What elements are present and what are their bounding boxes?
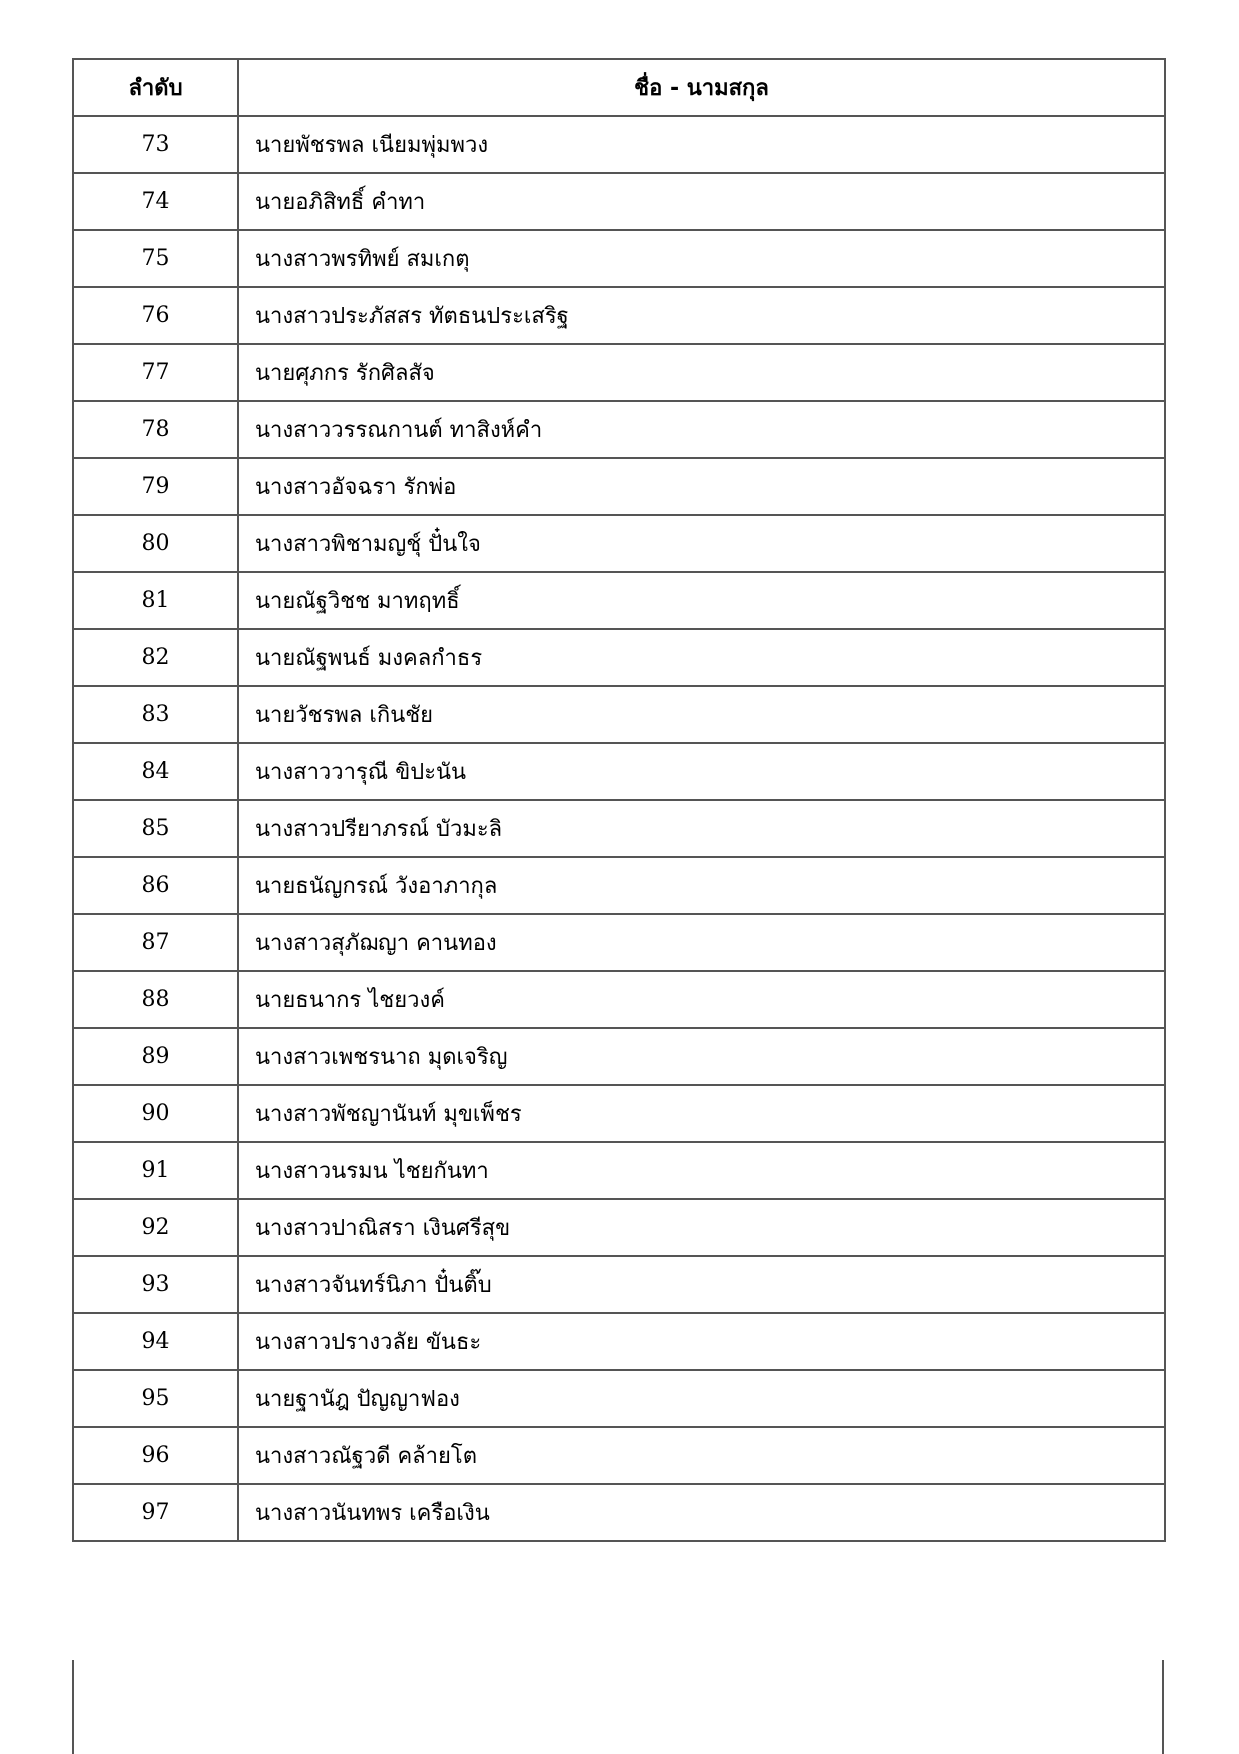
table-row: [73, 1085, 1165, 1142]
table-row: [73, 800, 1165, 857]
table-row: [73, 857, 1165, 914]
column-header-name: ชื่อ - นามสกุล: [238, 59, 1165, 116]
row-number: 96: [73, 1427, 238, 1484]
row-number: 84: [73, 743, 238, 800]
row-name: นายณัฐวิชช มาทฤทธิ์: [238, 572, 1165, 629]
row-name: นางสาวพรทิพย์ สมเกตุ: [238, 230, 1165, 287]
row-name: นายฐานัฎ ปัญญาฟอง: [238, 1370, 1165, 1427]
row-name: นางสาววารุณี ขิปะนัน: [238, 743, 1165, 800]
table-row: [73, 173, 1165, 230]
row-name: นางสาวปรางวลัย ขันธะ: [238, 1313, 1165, 1370]
row-number: 73: [73, 116, 238, 173]
row-name: นางสาวปรียาภรณ์ บัวมะลิ: [238, 800, 1165, 857]
table-row: [73, 401, 1165, 458]
row-number: 86: [73, 857, 238, 914]
row-number: 95: [73, 1370, 238, 1427]
row-number: 75: [73, 230, 238, 287]
table-row: [73, 971, 1165, 1028]
row-name: นายพัชรพล เนียมพุ่มพวง: [238, 116, 1165, 173]
table-row: [73, 287, 1165, 344]
table-row: [73, 914, 1165, 971]
table-row: [73, 1427, 1165, 1484]
header-row: [73, 59, 1165, 116]
table-row: [73, 458, 1165, 515]
row-name: นายวัชรพล เกินชัย: [238, 686, 1165, 743]
table-row: [73, 116, 1165, 173]
table-row: [73, 686, 1165, 743]
table-row: [73, 344, 1165, 401]
table-row: [73, 1484, 1165, 1541]
row-name: นางสาวเพชรนาถ มุดเจริญ: [238, 1028, 1165, 1085]
table-row: [73, 515, 1165, 572]
row-number: 93: [73, 1256, 238, 1313]
row-name: นางสาววรรณกานต์ ทาสิงห์คำ: [238, 401, 1165, 458]
row-name: นางสาวสุภัฌญา คานทอง: [238, 914, 1165, 971]
table-row: [73, 629, 1165, 686]
row-name: นายธนากร ไชยวงค์: [238, 971, 1165, 1028]
row-number: 78: [73, 401, 238, 458]
row-number: 82: [73, 629, 238, 686]
row-number: 85: [73, 800, 238, 857]
row-name: นายธนัญกรณ์ วังอาภากุล: [238, 857, 1165, 914]
row-number: 81: [73, 572, 238, 629]
row-name: นางสาวอัจฉรา รักพ่อ: [238, 458, 1165, 515]
row-name: นางสาวนันทพร เครือเงิน: [238, 1484, 1165, 1541]
row-number: 74: [73, 173, 238, 230]
row-number: 97: [73, 1484, 238, 1541]
row-name: นางสาวพิชามญชุ์ ปั๋นใจ: [238, 515, 1165, 572]
row-number: 88: [73, 971, 238, 1028]
row-number: 80: [73, 515, 238, 572]
row-name: นางสาวณัฐวดี คล้ายโต: [238, 1427, 1165, 1484]
row-number: 87: [73, 914, 238, 971]
row-name: นายศุภกร รักศิลสัจ: [238, 344, 1165, 401]
table-row: [73, 1370, 1165, 1427]
table-row: [73, 1256, 1165, 1313]
row-number: 90: [73, 1085, 238, 1142]
row-number: 76: [73, 287, 238, 344]
table-row: [73, 230, 1165, 287]
table-row: [73, 572, 1165, 629]
row-name: นางสาวนรมน ไชยกันทา: [238, 1142, 1165, 1199]
table-row: [73, 743, 1165, 800]
document-page: [72, 58, 1164, 1542]
table-body: [73, 116, 1165, 1541]
row-number: 77: [73, 344, 238, 401]
row-number: 94: [73, 1313, 238, 1370]
table-row: [73, 1028, 1165, 1085]
row-number: 91: [73, 1142, 238, 1199]
column-header-number: ลำดับ: [73, 59, 238, 116]
row-number: 89: [73, 1028, 238, 1085]
table-continuation: [72, 1660, 1164, 1754]
row-number: 92: [73, 1199, 238, 1256]
row-name: นายอภิสิทธิ์ คำทา: [238, 173, 1165, 230]
name-list-table: [72, 58, 1166, 1542]
row-name: นางสาวปาณิสรา เงินศรีสุข: [238, 1199, 1165, 1256]
row-number: 83: [73, 686, 238, 743]
table-row: [73, 1313, 1165, 1370]
row-number: 79: [73, 458, 238, 515]
table-row: [73, 1199, 1165, 1256]
row-name: นางสาวประภัสสร ทัตธนประเสริฐ: [238, 287, 1165, 344]
row-name: นางสาวจันทร์นิภา ปั๋นติ๊บ: [238, 1256, 1165, 1313]
table-row: [73, 1142, 1165, 1199]
row-name: นายณัฐพนธ์ มงคลกำธร: [238, 629, 1165, 686]
row-name: นางสาวพัชญานันท์ มุขเพ็ชร: [238, 1085, 1165, 1142]
